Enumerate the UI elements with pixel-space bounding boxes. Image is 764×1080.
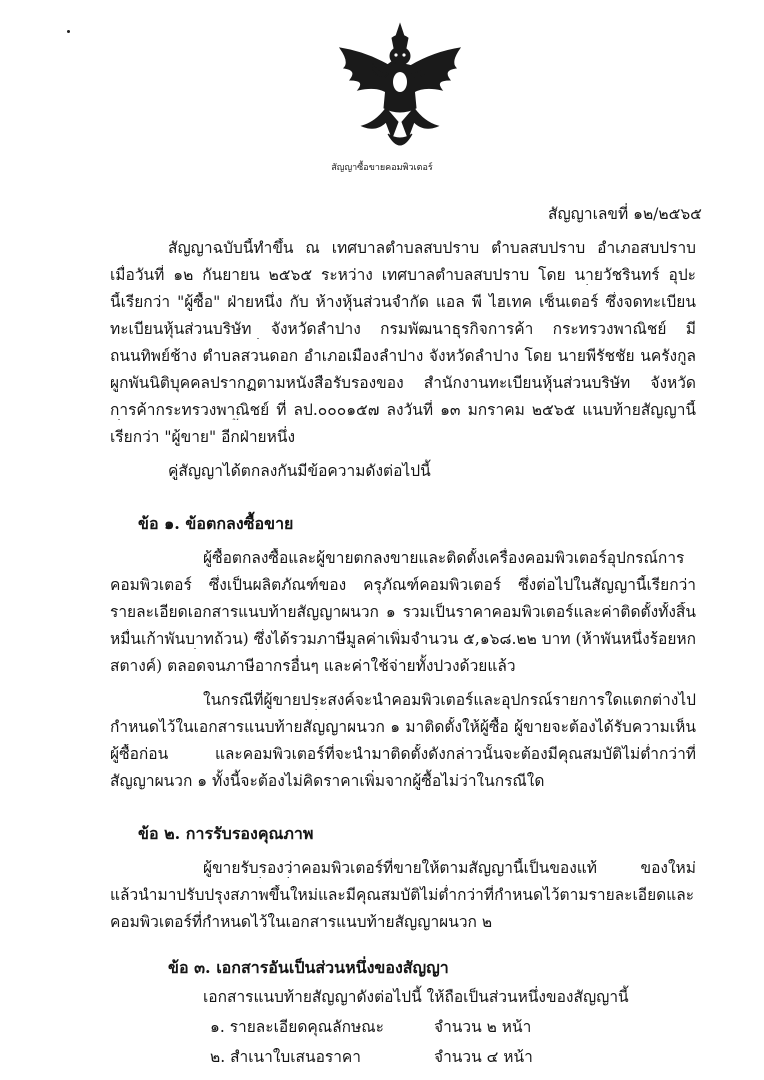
attachment-item-1-label: ๑. รายละเอียดคุณลักษณะ <box>210 1018 384 1036</box>
clause-1-para-2-line-2: กำหนดไว้ในเอกสารแนบท้ายสัญญาผนวก ๑ มาติดตั้งให้ผู้ซื้อ ผู้ขายจะต้องได้รับความเห็น <box>110 718 696 736</box>
preamble-line-2: เมื่อวันที่ ๑๒ กันยายน ๒๕๖๕ ระหว่าง เทศบาลตำบลสบปราบ โดย นายวัชรินทร์ อุปะ <box>110 266 696 284</box>
clause-1-heading: ข้อ ๑. ข้อตกลงซื้อขาย <box>138 514 294 533</box>
contract-number: สัญญาเลขที่ ๑๒/๒๕๖๕ <box>548 205 702 223</box>
clause-2-heading: ข้อ ๒. การรับรองคุณภาพ <box>138 824 314 843</box>
clause-3-heading: ข้อ ๓. เอกสารอันเป็นส่วนหนึ่งของสัญญา <box>168 958 449 977</box>
preamble-line-7: การค้ากระทรวงพาณิชย์ ที่ ลป.๐๐๐๑๕๗ ลงวันที่ ๑๓ มกราคม ๒๕๖๕ แนบท้ายสัญญานี้ <box>110 401 696 419</box>
scan-speck <box>67 30 70 33</box>
clause-2-line-3: คอมพิวเตอร์ที่กำหนดไว้ในเอกสารแนบท้ายสัญญาผนวก ๒ <box>110 913 493 931</box>
clause-1-para-1-line-4: หมื่นเก้าพันบาทถ้วน) ซึ่งได้รวมภาษีมูลค่าเพิ่มจำนวน ๕,๑๖๘.๒๒ บาท (ห้าพันหนึ่งร้อยหก <box>110 630 696 648</box>
garuda-emblem-icon <box>336 22 464 156</box>
clause-1-para-2-line-1: ในกรณีที่ผู้ขายประสงค์จะนำคอมพิวเตอร์และอุปกรณ์รายการใดแตกต่างไป <box>203 691 696 709</box>
clause-1-para-1-line-1: ผู้ซื้อตกลงซื้อและผู้ขายตกลงขายและติดตั้งเครื่องคอมพิวเตอร์อุปกรณ์การ <box>203 549 685 567</box>
preamble-line-8: เรียกว่า "ผู้ขาย" อีกฝ่ายหนึ่ง <box>110 428 296 446</box>
preamble-line-1: สัญญาฉบับนี้ทำขึ้น ณ เทศบาลตำบลสบปราบ ตำบลสบปราบ อำเภอสบปราบ <box>168 239 696 257</box>
preamble-line-3: นี้เรียกว่า "ผู้ซื้อ" ฝ่ายหนึ่ง กับ ห้างหุ้นส่วนจำกัด แอล พี ไฮเทค เซ็นเตอร์ ซึ่งจดทะเบียน <box>110 293 696 311</box>
preamble-line-5: ถนนทิพย์ช้าง ตำบลสวนดอก อำเภอเมืองลำปาง จังหวัดลำปาง โดย นายพีรัชชัย นครังกูล <box>110 347 696 365</box>
attachment-item-2-count: จำนวน ๔ หน้า <box>434 1048 533 1066</box>
clause-1-para-2-line-3: ผู้ซื้อก่อน และคอมพิวเตอร์ที่จะนำมาติดตั้งดังกล่าวนั้นจะต้องมีคุณสมบัติไม่ต่ำกว่าที่ <box>110 745 696 763</box>
clause-2-line-1: ผู้ขายรับรองว่าคอมพิวเตอร์ที่ขายให้ตามสัญญานี้เป็นของแท้ ของใหม่ <box>203 859 696 877</box>
clause-1-para-1-line-3: รายละเอียดเอกสารแนบท้ายสัญญาผนวก ๑ รวมเป็นราคาคอมพิวเตอร์และค่าติดตั้งทั้งสิ้น <box>110 603 696 621</box>
preamble-line-4: ทะเบียนหุ้นส่วนบริษัท จังหวัดลำปาง กรมพัฒนาธุรกิจการค้า กระทรวงพาณิชย์ มี <box>110 320 696 338</box>
attachment-item-2-label: ๒. สำเนาใบเสนอราคา <box>210 1048 362 1066</box>
clause-1-para-2-line-4: สัญญาผนวก ๑ ทั้งนี้จะต้องไม่คิดราคาเพิ่มจากผู้ซื้อไม่ว่าในกรณีใด <box>110 772 545 790</box>
clause-1-para-1-line-5: สตางค์) ตลอดจนภาษีอากรอื่นๆ และค่าใช้จ่ายทั้งปวงด้วยแล้ว <box>110 657 516 675</box>
document-title: สัญญาซื้อขายคอมพิวเตอร์ <box>331 163 433 173</box>
preamble-line-6: ผูกพันนิติบุคคลปรากฏตามหนังสือรับรองของ สำนักงานทะเบียนหุ้นส่วนบริษัท จังหวัด <box>110 374 696 392</box>
clause-3-intro: เอกสารแนบท้ายสัญญาดังต่อไปนี้ ให้ถือเป็นส่วนหนึ่งของสัญญานี้ <box>203 988 629 1006</box>
clause-2-line-2: แล้วนำมาปรับปรุงสภาพขึ้นใหม่และมีคุณสมบัติไม่ต่ำกว่าที่กำหนดไว้ตามรายละเอียดและ <box>110 886 695 904</box>
attachment-item-1-count: จำนวน ๒ หน้า <box>434 1018 532 1036</box>
agreement-line: คู่สัญญาได้ตกลงกันมีข้อความดังต่อไปนี้ <box>168 462 431 480</box>
clause-1-para-1-line-2: คอมพิวเตอร์ ซึ่งเป็นผลิตภัณฑ์ของ ครุภัณฑ์คอมพิวเตอร์ ซึ่งต่อไปในสัญญานี้เรียกว่า <box>110 576 696 594</box>
